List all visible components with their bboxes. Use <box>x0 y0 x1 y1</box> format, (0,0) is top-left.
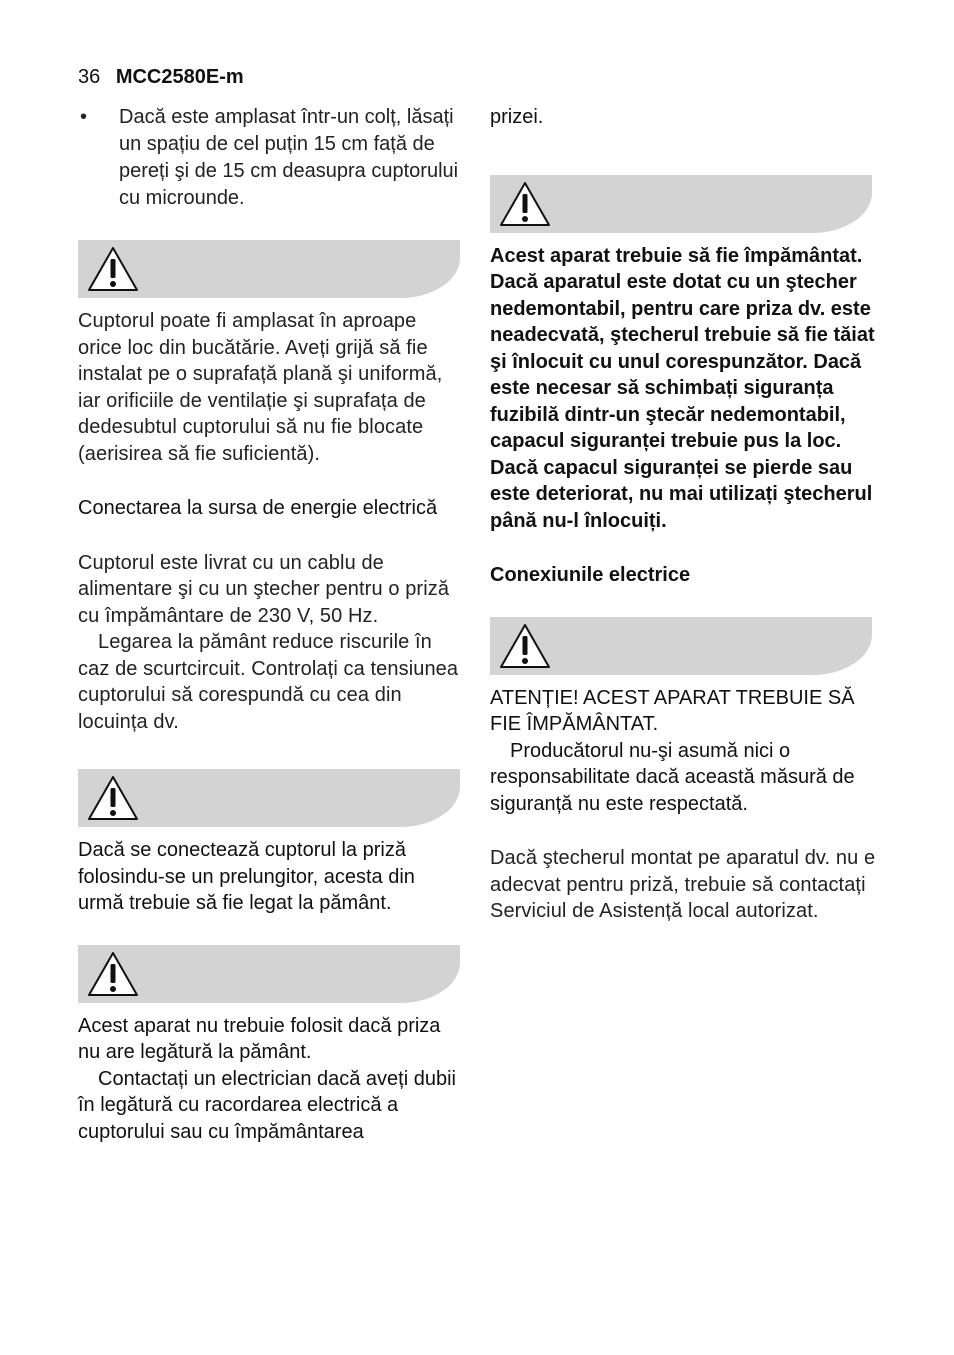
bullet-dot: • <box>80 106 88 128</box>
warning-bar <box>78 945 460 1003</box>
left-column <box>78 104 464 1145</box>
section-heading: Conexiunile electrice <box>490 564 691 586</box>
warning-triangle-icon <box>498 621 552 671</box>
paragraph: Dacă se conectează cuptorul la priză folosindu-se un prelungitor, acesta din urmă trebuie să fie legat la pământ. <box>78 839 415 914</box>
page-number: 36 <box>78 66 101 88</box>
paragraph: Cuptorul poate fi amplasat în aproape orice loc din bucătărie. Aveți grijă să fie instalat pe o suprafață plană şi uniformă, iar orificiile de ventilație şi suprafața de dedesubtul cuptorului să nu fie blocate (aerisirea să fie suficientă). <box>78 310 443 465</box>
warning-triangle-icon <box>86 949 140 999</box>
warning-bar <box>78 769 460 827</box>
warning-bar <box>490 617 872 675</box>
warning-triangle-icon <box>86 773 140 823</box>
paragraph: Contactați un electrician dacă aveți dubii în legătură cu racordarea electrică a cuptorului sau cu împământarea <box>78 1067 456 1143</box>
paragraph: Acest aparat nu trebuie folosit dacă priza nu are legătură la pământ. <box>78 1014 441 1063</box>
warning-triangle-icon <box>86 244 140 294</box>
bullet-text: Dacă este amplasat într-un colț, lăsați un spațiu de cel puțin 15 cm față de pereți şi de 15 cm deasupra cuptorului cu microunde. <box>119 106 459 209</box>
paragraph: Cuptorul este livrat cu un cablu de alimentare şi cu un ştecher pentru o priză cu împământare de 230 V, 50 Hz. <box>78 551 450 627</box>
warning-text: Acest aparat trebuie să fie împământat. Dacă aparatul este dotat cu un ştecher nedemontabil, pentru care priza dv. este neadecvată, ştecherul trebuie să fie tăiat şi înlocuit cu unul corespunzător. Dacă este necesar să schimbați siguranța fuzibilă dintr-un ştecăr nedemontabil, capacul siguranței trebuie pus la loc. Dacă capacul siguranței se pierde sau este deteriorat, nu mai utilizați ştecherul până nu-l înlocuiți. <box>490 244 875 532</box>
right-column <box>490 104 876 925</box>
paragraph: Producătorul nu-şi asumă nici o responsabilitate dacă această măsură de siguranță nu este respectată. <box>490 739 855 815</box>
bullet-item <box>78 104 464 212</box>
warning-bar <box>490 175 872 233</box>
section-heading: Conectarea la sursa de energie electrică <box>78 497 438 519</box>
page-header <box>78 66 244 89</box>
paragraph: Legarea la pământ reduce riscurile în caz de scurtcircuit. Controlați ca tensiunea cuptorului să corespundă cu cea din locuința dv. <box>78 631 459 733</box>
paragraph: Dacă ştecherul montat pe aparatul dv. nu e adecvat pentru priză, trebuie să contactați Serviciul de Asistență local autorizat. <box>490 847 876 922</box>
warning-triangle-icon <box>498 179 552 229</box>
model-name: MCC2580E-m <box>115 66 244 88</box>
warning-bar <box>78 240 460 298</box>
warning-caps-text: ATENȚIE! ACEST APARAT TREBUIE SĂ FIE ÎMPĂMÂNTAT. <box>490 686 855 735</box>
paragraph: prizei. <box>490 106 544 128</box>
